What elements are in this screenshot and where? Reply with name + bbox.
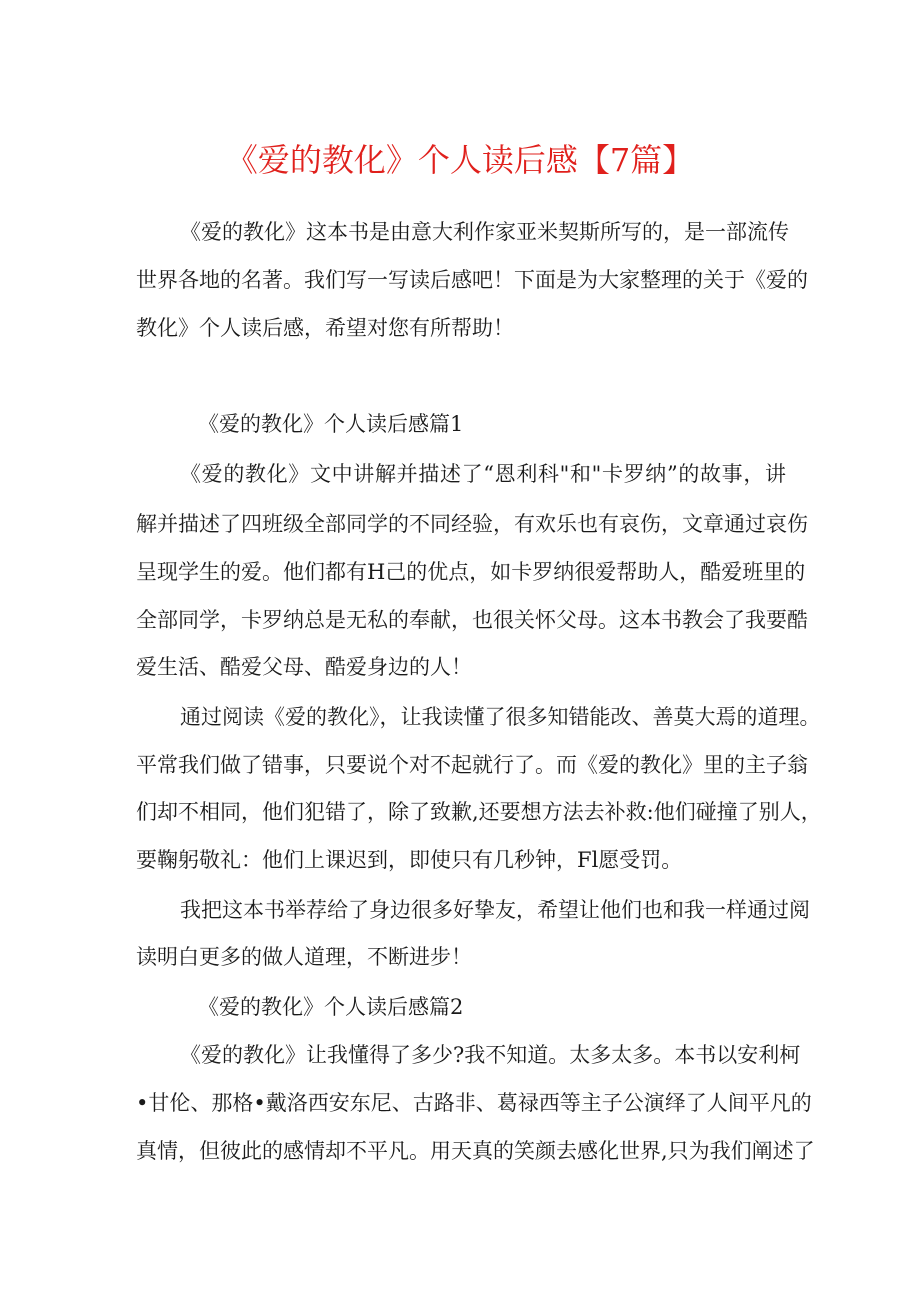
s1-p1-line-4: 全部同学，卡罗纳总是无私的奉献，也很关怀父母。这本书教会了我要酷 <box>136 608 808 632</box>
s1-p3-line-1: 我把这本书举荐给了身边很多好挚友，希望让他们也和我一样通过阅 <box>180 898 810 922</box>
s2-p1-line-1: 《爱的教化》让我懂得了多少?我不知道。太多太多。本书以安利柯 <box>180 1043 801 1067</box>
intro-line-2: 世界各地的名著。我们写一写读后感吧！下面是为大家整理的关于《爱的 <box>136 268 808 292</box>
page-title: 《爱的教化》个人读后感【7篇】 <box>225 141 695 179</box>
s1-p1-line-1: 《爱的教化》文中讲解并描述了“恩利科"和"卡罗纳”的故事，讲 <box>180 462 786 486</box>
section-1-heading: 《爱的教化》个人读后感篇1 <box>198 412 464 436</box>
s1-p3-line-2: 读明白更多的做人道理，不断进步！ <box>136 945 472 969</box>
s2-p1-line-3: 真情，但彼此的感情却不平凡。用天真的笑颜去感化世界,只为我们阐述了 <box>136 1139 815 1163</box>
s1-p1-line-3: 呈现学生的爱。他们都有H己的优点，如卡罗纳很爱帮助人，酷爱班里的 <box>136 560 806 584</box>
s2-p1-line-2: •甘伦、那格•戴洛西安东尼、古路非、葛禄西等主子公演绎了人间平凡的 <box>136 1091 812 1115</box>
s1-p2-line-3: 们却不相同，他们犯错了，除了致歉,还要想方法去补救:他们碰撞了别人， <box>136 800 822 824</box>
s1-p2-line-1: 通过阅读《爱的教化》，让我读懂了很多知错能改、善莫大焉的道理。 <box>180 705 821 729</box>
s1-p1-line-5: 爱生活、酷爱父母、酷爱身边的人！ <box>136 655 472 679</box>
intro-line-1: 《爱的教化》这本书是由意大利作家亚米契斯所写的，是一部流传 <box>180 220 789 244</box>
section-2-heading: 《爱的教化》个人读后感篇2 <box>198 995 464 1019</box>
intro-line-3: 教化》个人读后感，希望对您有所帮助！ <box>136 316 514 340</box>
s1-p2-line-4: 要鞠躬敬礼：他们上课迟到，即使只有几秒钟，Fl愿受罚。 <box>136 848 683 872</box>
s1-p1-line-2: 解并描述了四班级全部同学的不同经验，有欢乐也有哀伤，文章通过哀伤 <box>136 512 808 536</box>
s1-p2-line-2: 平常我们做了错事，只要说个对不起就行了。而《爱的教化》里的主子翁 <box>136 753 808 777</box>
